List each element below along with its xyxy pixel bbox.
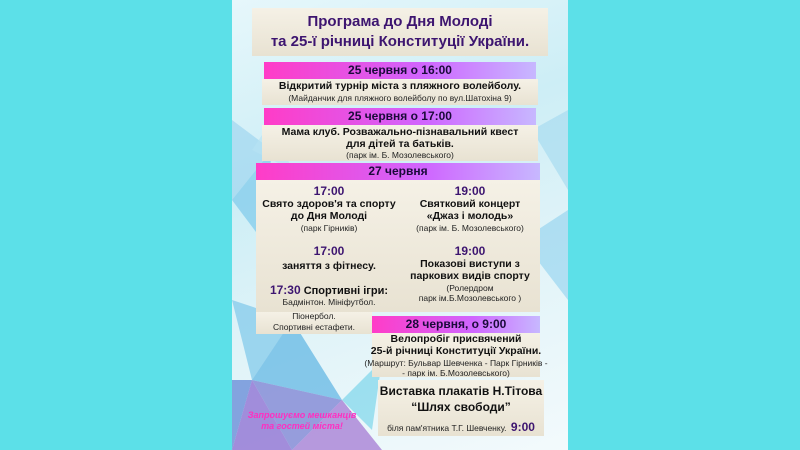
exhibition-time: 9:00 [510,420,535,434]
left-c-time: 17:30 [269,283,301,297]
exhibition-footer [378,418,544,436]
left-c-list1: Бадмінтон. Мініфутбол. [282,297,376,307]
day27-date: 27 червня [368,164,428,178]
event28-date: 28 червня, о 9:00 [405,317,507,331]
event2-name-line1: Мама клуб. Розважально-пізнавальний квест [281,126,519,138]
event28-route1: (Маршрут: Бульвар Шевченка - Парк Гірників - [364,358,548,368]
left-b-name: заняття з фітнесу. [282,260,376,272]
left-a-place: (парк Гірників) [300,223,358,233]
right-a-time: 19:00 [454,184,486,198]
event1-date: 25 червня о 16:00 [348,63,452,77]
left-b-time: 17:00 [313,244,345,258]
right-b-name2: паркових видів спорту [410,270,530,282]
page-title-line2: та 25-ї річниці Конституції України. [270,33,530,50]
left-c-list3: Спортивні естафети. [272,322,356,332]
event28-route2: - парк ім. Б.Мозолевського) [402,368,510,378]
left-a-name1: Свято здоров'я та спорту [262,198,396,210]
exhibition-line1: Виставка плакатів Н.Тітова [379,384,543,398]
right-b-name1: Показові виступи з [420,258,520,270]
right-a-place: (парк ім. Б. Мозолевського) [416,223,524,233]
event28-name1: Велопробіг присвячений [390,333,522,345]
invite-line1: Запрошуємо мешканців [247,410,357,420]
page-title-line1: Програма до Дня Молоді [307,13,493,30]
poster [232,0,568,450]
exhibition-line2: “Шлях свободи” [411,400,511,414]
event28-name2: 25-й річниці Конституції України. [370,345,542,357]
invite-line2: та гостей міста! [261,421,343,431]
event2-name-line2: для дітей та батьків. [346,138,454,150]
left-a-time: 17:00 [313,184,345,198]
event1-place: (Майданчик для пляжного волейболу по вул.Шатохіна 9) [288,93,512,103]
left-c-heading [258,283,400,297]
left-c-name: Спортивні ігри: [303,285,389,297]
event2-place: (парк ім. Б. Мозолевського) [346,150,454,160]
left-a-name2: до Дня Молоді [290,210,368,222]
right-a-name2: «Джаз і молодь» [426,210,514,222]
left-c-list2: Піонербол. [292,311,336,321]
right-b-place2: парк ім.Б.Мозолевського ) [418,293,522,303]
right-a-name1: Святковий концерт [419,198,521,210]
right-b-place1: (Ролердром [446,283,494,293]
exhibition-place: біля пам'ятника Т.Г. Шевченку. [387,423,507,433]
right-b-time: 19:00 [454,244,486,258]
event1-name: Відкритий турнір міста з пляжного волейболу. [278,80,522,92]
event2-date: 25 червня о 17:00 [348,109,452,123]
